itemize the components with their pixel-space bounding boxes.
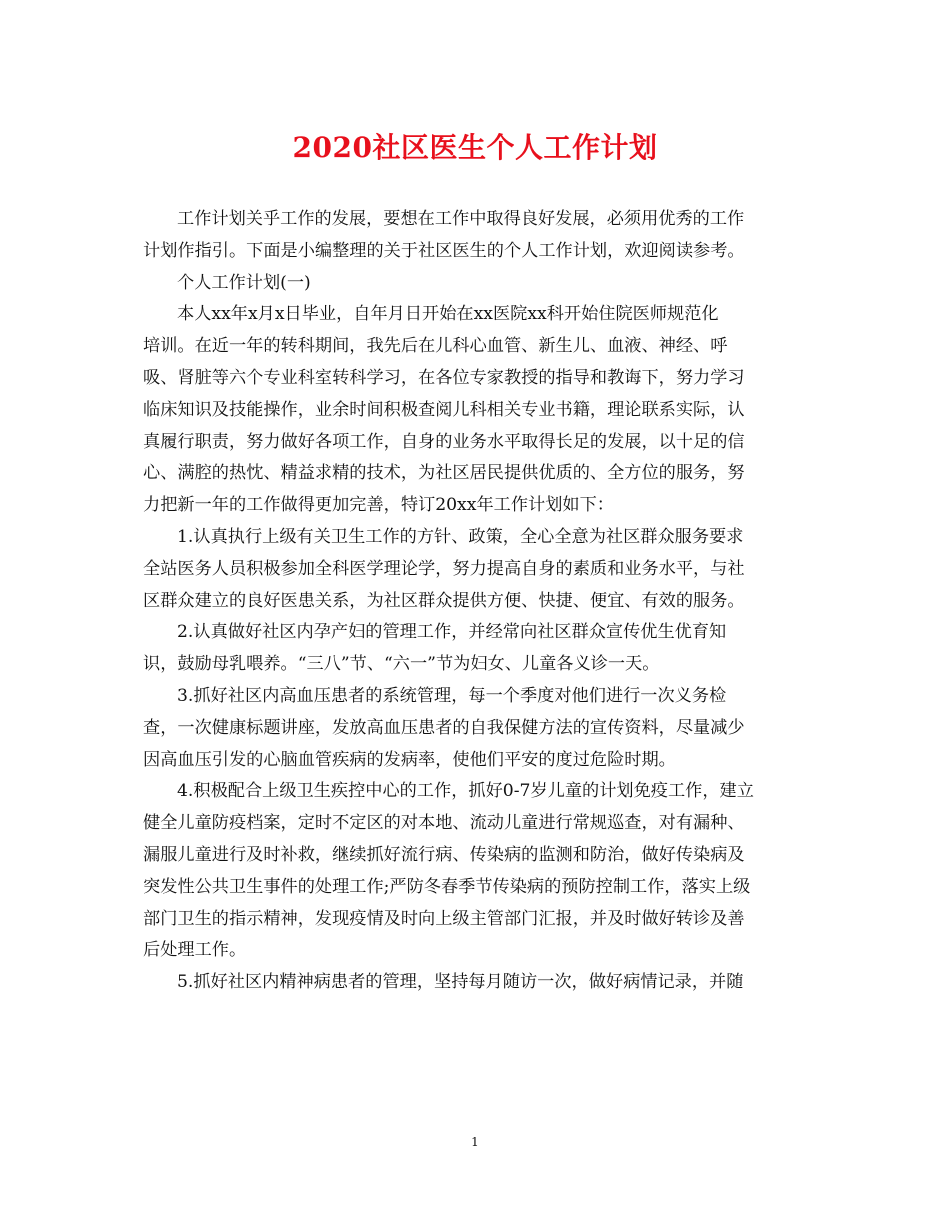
paragraph-line: 区群众建立的良好医患关系，为社区群众提供方便、快捷、便宜、有效的服务。 — [143, 590, 745, 611]
document-body — [143, 204, 823, 999]
paragraph-line: 漏服儿童进行及时补救，继续抓好流行病、传染病的监测和防治，做好传染病及 — [143, 844, 745, 865]
paragraph-line: 部门卫生的指示精神，发现疫情及时向上级主管部门汇报，并及时做好转诊及善 — [143, 908, 745, 929]
paragraph-line: 查，一次健康标题讲座，发放高血压患者的自我保健方法的宣传资料，尽量减少 — [143, 717, 745, 738]
document-title: 2020社区医生个人工作计划 — [292, 131, 658, 164]
paragraph-line: 真履行职责，努力做好各项工作，自身的业务水平取得长足的发展，以十足的信 — [143, 431, 745, 452]
paragraph-line: 本人xx年x月x日毕业，自年月日开始在xx医院xx科开始住院医师规范化 — [177, 304, 719, 325]
paragraph-line: 工作计划关乎工作的发展，要想在工作中取得良好发展，必须用优秀的工作 — [177, 209, 745, 229]
paragraph-line: 因高血压引发的心脑血管疾病的发病率，使他们平安的度过危险时期。 — [143, 749, 676, 770]
paragraph-line: 全站医务人员积极参加全科医学理论学，努力提高自身的素质和业务水平，与社 — [143, 558, 745, 579]
paragraph-line: 个人工作计划(一) — [177, 272, 311, 293]
paragraph-line: 心、满腔的热忱、精益求精的技术，为社区居民提供优质的、全方位的服务，努 — [143, 463, 745, 484]
paragraph-line: 突发性公共卫生事件的处理工作;严防冬春季节传染病的预防控制工作，落实上级 — [143, 876, 751, 897]
paragraph-line: 1.认真执行上级有关卫生工作的方针、政策，全心全意为社区群众服务要求 — [177, 526, 744, 547]
paragraph-line: 力把新一年的工作做得更加完善，特订20xx年工作计划如下： — [143, 495, 614, 516]
paragraph-line: 识，鼓励母乳喂养。“三八”节、“六一”节为妇女、儿童各义诊一天。 — [143, 654, 660, 675]
paragraph-line: 健全儿童防疫档案，定时不定区的对本地、流动儿童进行常规巡查，对有漏种、 — [143, 813, 745, 834]
page-number: 1 — [471, 1135, 479, 1149]
paragraph-line: 4.积极配合上级卫生疾控中心的工作，抓好0-7岁儿童的计划免疫工作，建立 — [177, 781, 754, 802]
paragraph-line: 培训。在近一年的转科期间，我先后在儿科心血管、新生儿、血液、神经、呼 — [143, 336, 728, 357]
paragraph-line: 吸、肾脏等六个专业科室转科学习，在各位专家教授的指导和教诲下，努力学习 — [143, 367, 745, 388]
paragraph-line: 后处理工作。 — [143, 940, 247, 961]
paragraph-line: 临床知识及技能操作，业余时间积极查阅儿科相关专业书籍，理论联系实际，认 — [143, 399, 745, 420]
paragraph-line: 2.认真做好社区内孕产妇的管理工作，并经常向社区群众宣传优生优育知 — [177, 622, 727, 643]
paragraph-line: 5.抓好社区内精神病患者的管理，坚持每月随访一次，做好病情记录，并随 — [177, 972, 744, 993]
paragraph-line: 3.抓好社区内高血压患者的系统管理，每一个季度对他们进行一次义务检 — [177, 685, 727, 706]
paragraph-line: 计划作指引。下面是小编整理的关于社区医生的个人工作计划，欢迎阅读参考。 — [143, 240, 745, 261]
